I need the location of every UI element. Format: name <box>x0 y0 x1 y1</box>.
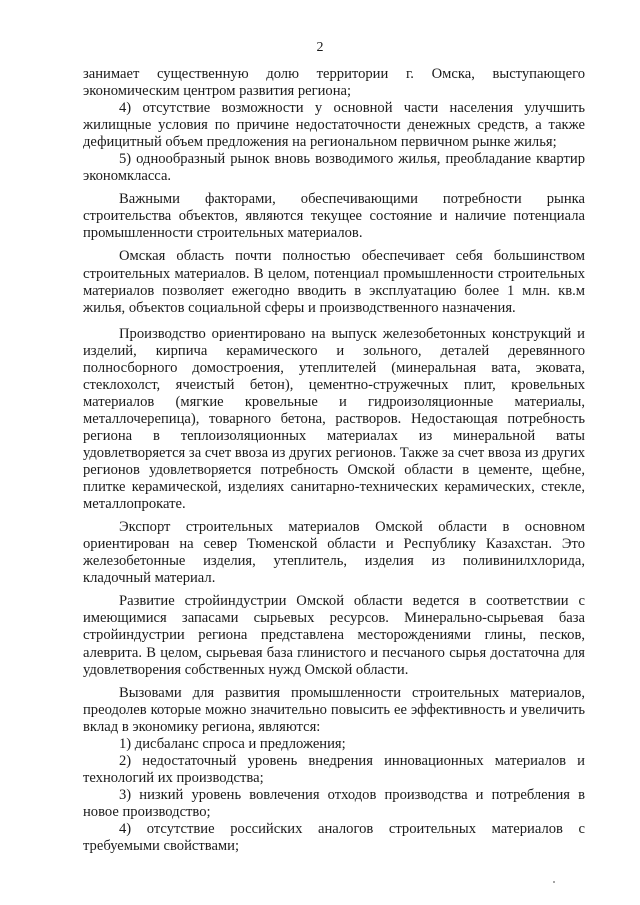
list-item-5-uniform-market: 5) однообразный рынок вновь возводимого жилья, преобладание квартир экономкласса. <box>83 151 585 185</box>
paragraph-continuation: занимает существенную долю территории г. Омска, выступающего экономическим центром развития региона; <box>83 66 585 100</box>
paragraph-export: Экспорт строительных материалов Омской области в основном ориентирован на север Тюменской области и Республику Казахстан. Это железобетонные изделия, утеплитель, изделия из поливинилхлорида, кладочный материал. <box>83 519 585 587</box>
challenge-item-2: 2) недостаточный уровень внедрения инновационных материалов и технологий их производства; <box>83 752 585 786</box>
paragraph-production: Производство ориентировано на выпуск железобетонных конструкций и изделий, кирпича керамического и зольного, деталей деревянного полносборного домостроения, утеплителей (минеральная вата, эковата, стеклохолст, ячеистый бетон), цементно-стружечных плит, кровельных материалов (мягкие кровельные и гидроизоляционные материалы, металлочерепица), товарного бетона, растворов. Недостающая потребность региона в теплоизоляционных материалах из минеральной ваты удовлетворяется за счет ввоза из других регионов. Также за счет ввоза из других регионов удовлетворяется потребность Омской области в цементе, щебне, плитке керамической, изделиях санитарно-технических керамических, стекле, металлопрокате. <box>83 325 585 513</box>
paragraph-self-sufficiency: Омская область почти полностью обеспечивает себя большинством строительных материалов. В целом, потенциал промышленности строительных материалов позволяет ежегодно вводить в эксплуатацию более 1 млн. кв.м жилья, объектов социальной сферы и производственного назначения. <box>83 248 585 316</box>
document-body <box>83 66 585 855</box>
challenge-item-3: 3) низкий уровень вовлечения отходов производства и потребления в новое производство; <box>83 786 585 820</box>
paragraph-challenges-intro: Вызовами для развития промышленности строительных материалов, преодолев которые можно значительно повысить ее эффективность и увеличить вклад в экономику региона, являются: <box>83 684 585 735</box>
list-item-4-housing-conditions: 4) отсутствие возможности у основной части населения улучшить жилищные условия по причине недостаточности денежных средств, а также дефицитный объем предложения на региональном первичном рынке жилья; <box>83 100 585 151</box>
challenge-item-4: 4) отсутствие российских аналогов строительных материалов с требуемыми свойствами; <box>83 820 585 855</box>
paragraph-factors: Важными факторами, обеспечивающими потребности рынка строительства объектов, являются текущее состояние и наличие потенциала промышленности строительных материалов. <box>83 191 585 242</box>
page-number: 2 <box>316 40 324 55</box>
scan-artifact-dot <box>553 881 555 883</box>
paragraph-raw-materials: Развитие стройиндустрии Омской области ведется в соответствии с имеющимися запасами сырьевых ресурсов. Минерально-сырьевая база стройиндустрии региона представлена месторождениями глины, песков, алеврита. В целом, сырьевая база глинистого и песчаного сырья достаточна для удовлетворения собственных нужд Омской области. <box>83 593 585 678</box>
challenge-item-1: 1) дисбаланс спроса и предложения; <box>119 735 346 752</box>
